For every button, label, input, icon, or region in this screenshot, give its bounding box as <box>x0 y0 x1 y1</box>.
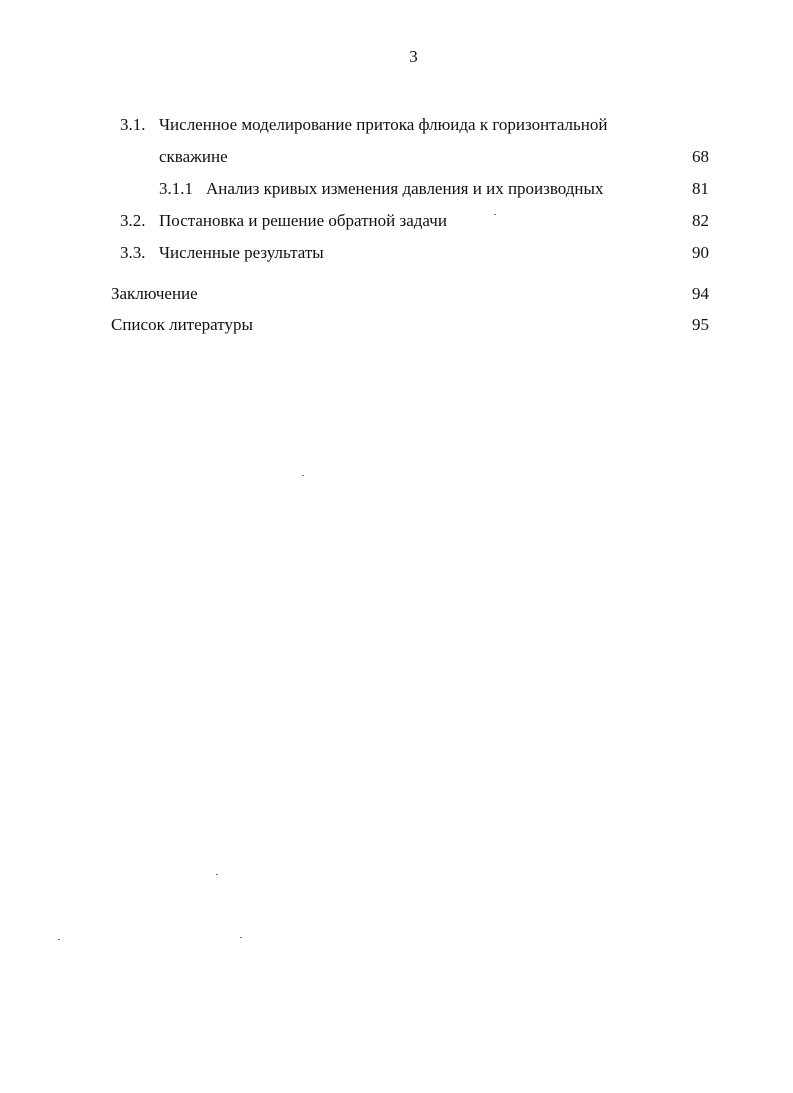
toc-entry-page: 94 <box>692 284 709 303</box>
scan-speck <box>302 475 304 476</box>
toc-entry-title: Постановка и решение обратной задачи <box>159 211 447 230</box>
toc-entry-3-1-1 <box>0 177 793 201</box>
toc-entry-page: 82 <box>692 211 709 230</box>
toc-entry-page: 81 <box>692 179 709 198</box>
toc-entry-title: Численное моделирование притока флюида к горизонтальной <box>159 115 608 134</box>
toc-entry-title: скважине <box>159 147 228 166</box>
toc-entry-number: 3.2. <box>120 211 146 230</box>
scan-speck <box>494 214 496 215</box>
toc-entry-number: 3.1.1 <box>159 179 193 198</box>
toc-entry-3-1 <box>0 113 793 137</box>
toc-entry-page: 95 <box>692 315 709 334</box>
toc-entry-title: Список литературы <box>111 315 253 334</box>
toc-entry-references <box>0 313 793 337</box>
toc-entry-number: 3.1. <box>120 115 146 134</box>
toc-entry-3-1-continuation <box>0 145 793 169</box>
toc-entry-number: 3.3. <box>120 243 146 262</box>
scan-speck <box>240 937 242 938</box>
toc-entry-conclusion <box>0 282 793 306</box>
toc-entry-page: 68 <box>692 147 709 166</box>
toc-entry-title: Численные результаты <box>159 243 324 262</box>
toc-entry-title: Анализ кривых изменения давления и их производных <box>206 179 604 198</box>
toc-entry-3-3 <box>0 241 793 265</box>
toc-entry-page: 90 <box>692 243 709 262</box>
scan-speck <box>58 939 60 940</box>
toc-entry-3-2 <box>0 209 793 233</box>
scan-speck <box>216 874 218 875</box>
page-number: 3 <box>409 47 418 66</box>
toc-entry-title: Заключение <box>111 284 198 303</box>
